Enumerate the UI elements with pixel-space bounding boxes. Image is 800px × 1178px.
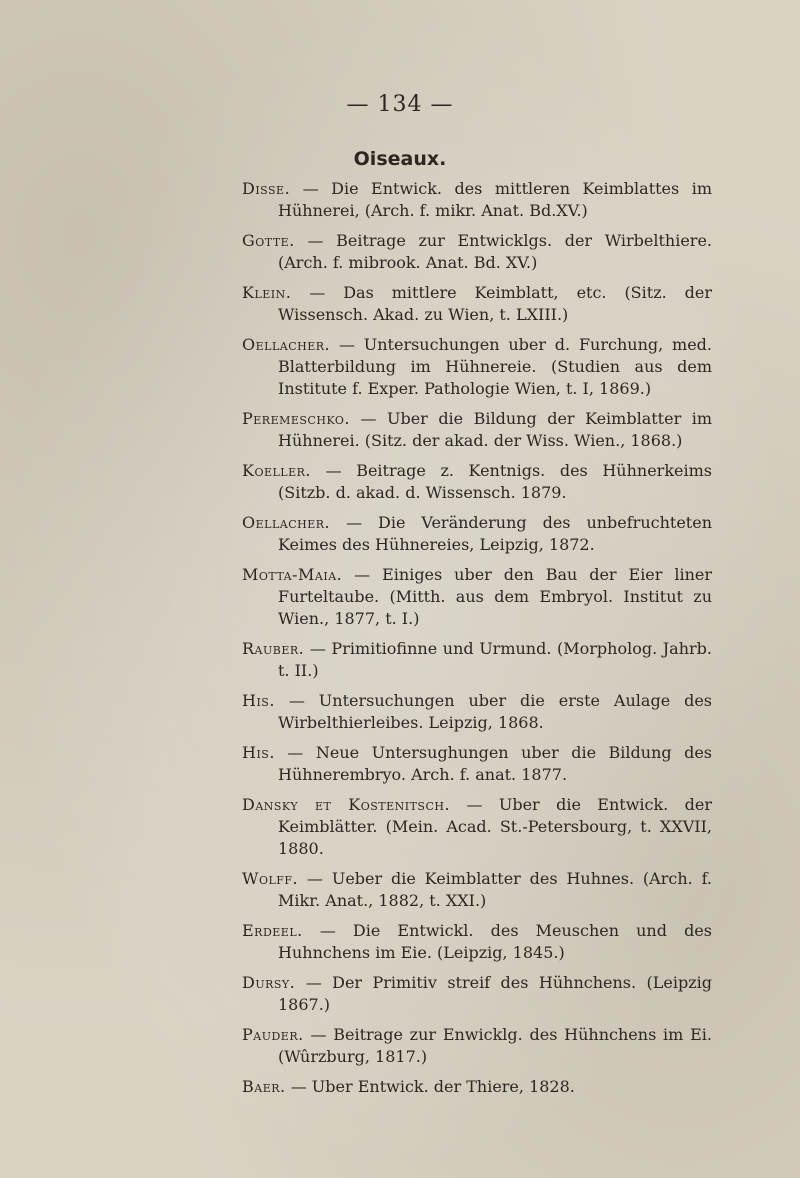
section-title: Oiseaux.	[353, 148, 447, 170]
bibliography-entry	[242, 178, 712, 222]
entry-author: Pauder.	[242, 1025, 304, 1044]
bibliography-entry	[242, 460, 712, 504]
bibliography-entry	[242, 690, 712, 734]
entry-text: — Primitiofinne und Urmund. (Morpholog. Jahrb. t. II.)	[278, 639, 713, 680]
entry-text: — Einiges uber den Bau der Eier liner Furteltaube. (Mitth. aus dem Embryol. Institut zu Wien., 1877, t. I.)	[278, 565, 713, 628]
bibliography-entry	[242, 742, 712, 786]
entry-author: Erdeel.	[242, 921, 303, 940]
entry-text: — Die Veränderung des unbefruchteten Keimes des Hühnereies, Leipzig, 1872.	[278, 513, 712, 554]
entry-author: Peremeschko.	[242, 409, 350, 428]
entry-author: Disse.	[242, 179, 291, 198]
entry-author: His.	[242, 691, 275, 710]
entry-text: — Die Entwickl. des Meuschen und des Huhnchens im Eie. (Leipzig, 1845.)	[278, 921, 712, 962]
entry-author: Baer.	[242, 1077, 286, 1096]
entry-author: Rauber.	[242, 639, 305, 658]
entry-text: — Der Primitiv streif des Hühnchens. (Leipzig 1867.)	[278, 973, 712, 1014]
entry-author: Dursy.	[242, 973, 296, 992]
bibliography-entry	[242, 1024, 712, 1068]
bibliography-entry	[242, 638, 712, 682]
page-number: — 134 —	[346, 92, 454, 117]
entry-text: — Uber die Entwick. der Keimblätter. (Mein. Acad. St.-Petersbourg, t. XXVII, 1880.	[278, 795, 713, 858]
bibliography-list	[242, 178, 712, 1106]
entry-text: — Neue Untersughungen uber die Bildung des Hühnerembryo. Arch. f. anat. 1877.	[278, 743, 713, 784]
bibliography-entry	[242, 564, 712, 630]
bibliography-entry	[242, 230, 712, 274]
entry-text: — Untersuchungen uber d. Furchung, med. Blatterbildung im Hühnereie. (Studien aus dem Institute f. Exper. Pathologie Wien, t. I, 1869.)	[278, 335, 712, 398]
entry-text: — Uber Entwick. der Thiere, 1828.	[290, 1077, 575, 1096]
entry-text: — Die Entwick. des mittleren Keimblattes im Hühnerei, (Arch. f. mikr. Anat. Bd.XV.)	[278, 179, 712, 220]
bibliography-entry	[242, 972, 712, 1016]
entry-author: Wolff.	[242, 869, 299, 888]
entry-author: Gotte.	[242, 231, 295, 250]
entry-author: Koeller.	[242, 461, 312, 480]
bibliography-entry	[242, 1076, 712, 1098]
entry-text: — Das mittlere Keimblatt, etc. (Sitz. der Wissensch. Akad. zu Wien, t. LXIII.)	[278, 283, 712, 324]
bibliography-entry	[242, 512, 712, 556]
entry-author: Oellacher.	[242, 335, 331, 354]
entry-text: — Beitrage z. Kentnigs. des Hühnerkeims (Sitzb. d. akad. d. Wissensch. 1879.	[278, 461, 712, 502]
entry-author: Dansky et Kostenitsch.	[242, 795, 451, 814]
entry-text: — Beitrage zur Enwicklg. des Hühnchens im Ei. (Wûrzburg, 1817.)	[278, 1025, 712, 1066]
entry-text: — Ueber die Keimblatter des Huhnes. (Arch. f. Mikr. Anat., 1882, t. XXI.)	[278, 869, 713, 910]
bibliography-entry	[242, 920, 712, 964]
entry-text: — Beitrage zur Entwicklgs. der Wirbelthiere. (Arch. f. mibrook. Anat. Bd. XV.)	[278, 231, 712, 272]
entry-author: Motta-Maia.	[242, 565, 343, 584]
bibliography-entry	[242, 408, 712, 452]
bibliography-entry	[242, 282, 712, 326]
bibliography-entry	[242, 334, 712, 400]
entry-author: Oellacher.	[242, 513, 331, 532]
bibliography-entry	[242, 794, 712, 860]
entry-author: His.	[242, 743, 275, 762]
entry-text: — Untersuchungen uber die erste Aulage des Wirbelthierleibes. Leipzig, 1868.	[278, 691, 713, 732]
entry-text: — Uber die Bildung der Keimblatter im Hühnerei. (Sitz. der akad. der Wiss. Wien., 1868.)	[278, 409, 712, 450]
entry-author: Klein.	[242, 283, 292, 302]
bibliography-entry	[242, 868, 712, 912]
